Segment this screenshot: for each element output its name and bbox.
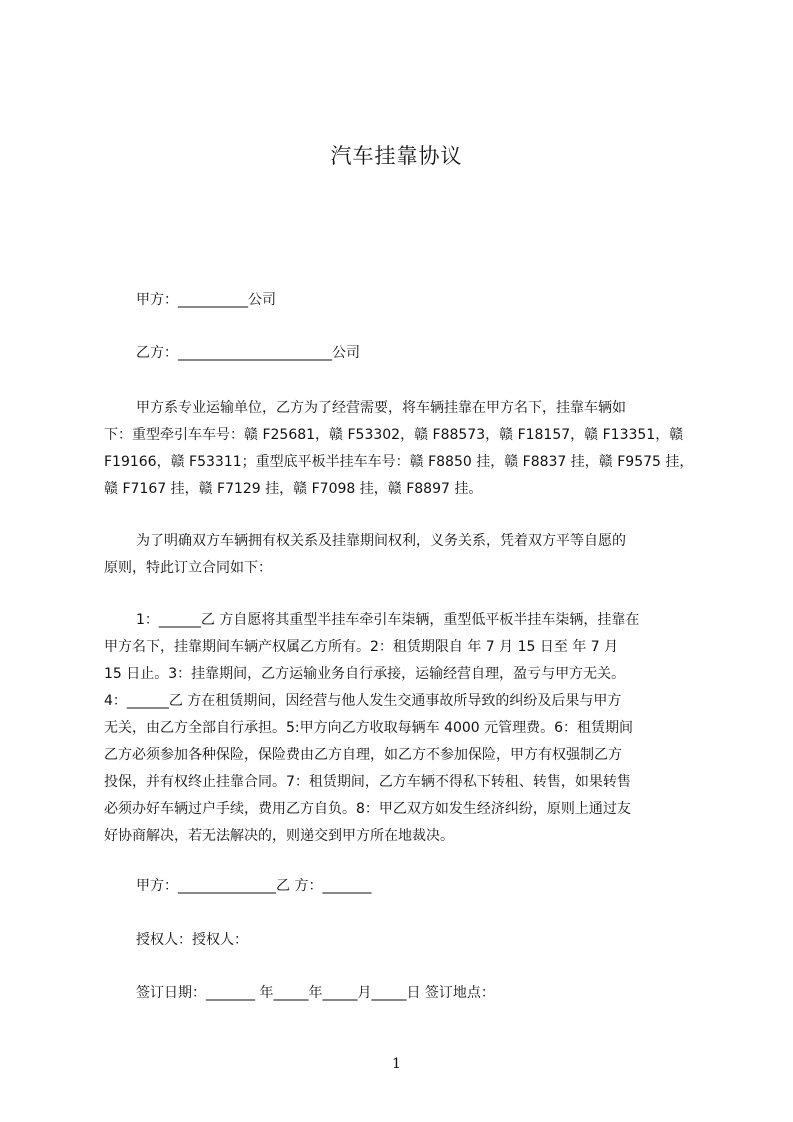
intro-line-2: 下：重型牵引车车号：赣 F25681，赣 F53302，赣 F88573，赣 F18157，赣 F13351，赣	[104, 427, 684, 443]
signing-date-place-line	[104, 980, 700, 1007]
purpose-line-2: 原则，特此订立合同如下：	[104, 560, 272, 576]
terms-line-1: 1：______乙 方自愿将其重型半挂车牵引车柒辆，重型低平板半挂车柒辆，挂靠在	[136, 612, 640, 628]
intro-line-4: 赣 F7167 挂，赣 F7129 挂，赣 F7098 挂，赣 F8897 挂。	[104, 481, 483, 497]
terms-line-6: 乙方必须参加各种保险，保险费由乙方自理，如乙方不参加保险，甲方有权强制乙方	[104, 747, 622, 763]
authorized-persons-line	[104, 927, 700, 954]
party-a-line	[104, 287, 700, 314]
signature-parties-line	[104, 873, 700, 900]
intro-paragraph	[104, 395, 700, 503]
intro-line-3: F19166，赣 F53311；重型底平板半挂车车号：赣 F8850 挂，赣 F8837 挂，赣 F9575 挂，	[104, 454, 694, 470]
terms-line-8: 必须办好车辆过户手续，费用乙方自负。8：甲乙双方如发生经济纠纷，原则上通过友	[104, 801, 631, 817]
authorized-persons-text: 授权人：授权人：	[136, 932, 248, 948]
purpose-paragraph	[104, 528, 700, 582]
terms-line-4: 4：______乙 方在租赁期间，因经营与他人发生交通事故所导致的纠纷及后果与甲方	[104, 693, 622, 709]
terms-line-9: 好协商解决，若无法解决的，则递交到甲方所在地裁决。	[104, 828, 454, 844]
intro-line-1: 甲方系专业运输单位，乙方为了经营需要，将车辆挂靠在甲方名下，挂靠车辆如	[136, 400, 626, 416]
terms-line-3: 15 日止。3：挂靠期间，乙方运输业务自行承接，运输经营自理，盈亏与甲方无关。	[104, 666, 626, 682]
signing-date-place-text: 签订日期：_______ 年_____年_____月_____日 签订地点：	[136, 985, 495, 1001]
terms-line-7: 投保，并有权终止挂靠合同。7：租赁期间，乙方车辆不得私下转租、转售，如果转售	[104, 774, 631, 790]
terms-line-2: 甲方名下，挂靠期间车辆产权属乙方所有。2：租赁期限自 年 7 月 15 日至 年 7 月	[104, 639, 619, 655]
terms-paragraph	[104, 607, 700, 850]
party-b-text: 乙方：______________________公司	[136, 345, 360, 361]
terms-line-5: 无关，由乙方全部自行承担。5:甲方向乙方收取每辆车 4000 元管理费。6：租赁期间	[104, 720, 634, 736]
page-number: 1	[392, 1056, 401, 1072]
signature-parties-text: 甲方：______________乙 方：_______	[136, 878, 372, 894]
document-title: 汽车挂靠协议	[330, 144, 463, 168]
purpose-line-1: 为了明确双方车辆拥有权关系及挂靠期间权利，义务关系，凭着双方平等自愿的	[136, 533, 626, 549]
party-b-line	[104, 340, 700, 367]
party-a-text: 甲方：__________公司	[136, 292, 276, 308]
